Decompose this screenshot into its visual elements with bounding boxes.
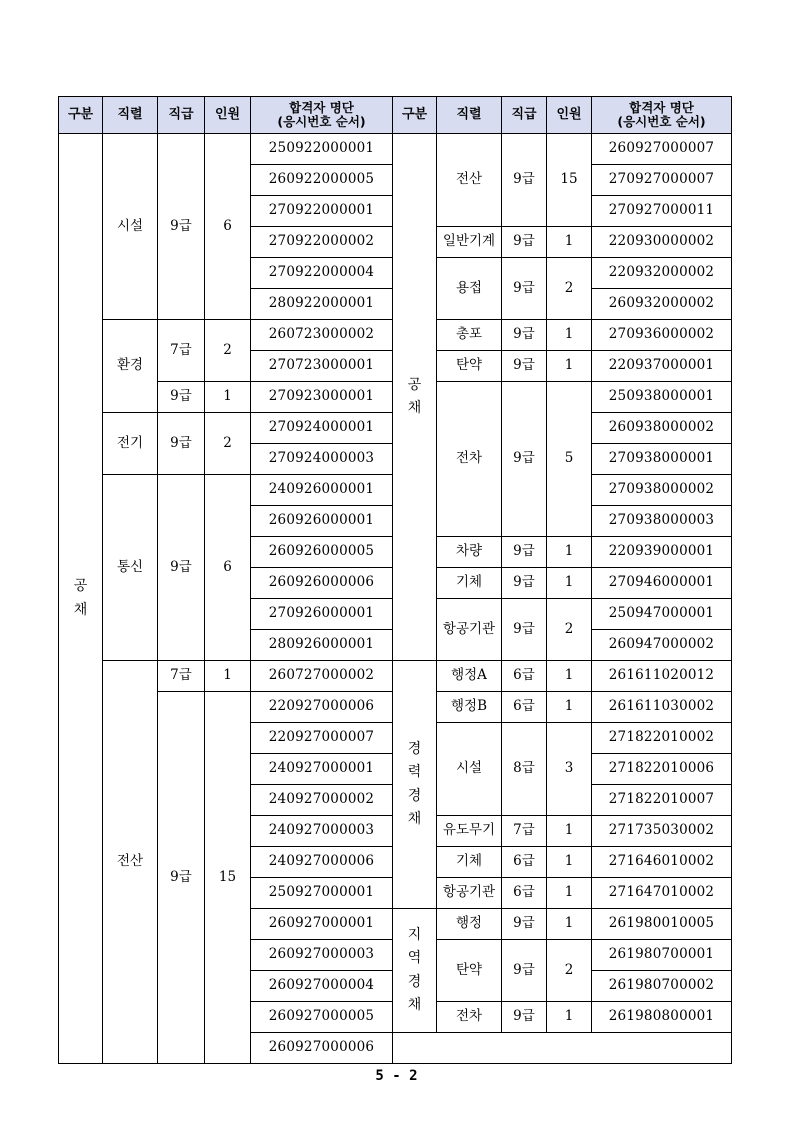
- series-cell: 행정B: [437, 692, 502, 723]
- grade-cell: 7급: [502, 816, 547, 847]
- applicant-id: 260727000002: [251, 661, 393, 692]
- applicant-id: 260927000005: [251, 1002, 393, 1033]
- count-cell: 1: [205, 382, 251, 413]
- applicant-id: 240927000001: [251, 754, 393, 785]
- applicant-id: 250947000001: [592, 599, 732, 630]
- count-cell: 1: [547, 692, 592, 723]
- applicant-id: 270927000007: [592, 165, 732, 196]
- applicant-id: 261611030002: [592, 692, 732, 723]
- applicant-id: 260927000001: [251, 909, 393, 940]
- grade-cell: 9급: [158, 413, 205, 475]
- results-table: [58, 96, 732, 1064]
- applicant-id: 270938000002: [592, 475, 732, 506]
- grade-cell: 9급: [502, 568, 547, 599]
- applicant-id: 260927000006: [251, 1033, 393, 1064]
- count-cell: 3: [547, 723, 592, 816]
- empty-cell: [393, 1033, 732, 1064]
- applicant-id: 240926000001: [251, 475, 393, 506]
- applicant-id: 261980800001: [592, 1002, 732, 1033]
- grade-cell: 7급: [158, 661, 205, 692]
- grade-cell: 8급: [502, 723, 547, 816]
- grade-cell: 9급: [502, 940, 547, 1002]
- applicant-id: 220937000001: [592, 351, 732, 382]
- applicant-id: 260927000003: [251, 940, 393, 971]
- applicant-id: 270723000001: [251, 351, 393, 382]
- applicant-id: 261980010005: [592, 909, 732, 940]
- category-cell-right: 공채: [393, 134, 437, 661]
- applicant-id: 220932000002: [592, 258, 732, 289]
- category-cell-left: 공채: [59, 134, 103, 1064]
- applicant-id: 270926000001: [251, 599, 393, 630]
- applicant-id: 260927000004: [251, 971, 393, 1002]
- table-row: [59, 661, 732, 692]
- applicant-id: 270922000004: [251, 258, 393, 289]
- applicant-id: 280922000001: [251, 289, 393, 320]
- grade-cell: 9급: [502, 1002, 547, 1033]
- applicant-id: 250938000001: [592, 382, 732, 413]
- applicant-id: 271735030002: [592, 816, 732, 847]
- applicant-id: 261980700001: [592, 940, 732, 971]
- applicant-id: 270923000001: [251, 382, 393, 413]
- series-cell: 총포: [437, 320, 502, 351]
- applicant-id: 220927000007: [251, 723, 393, 754]
- applicant-id: 270924000001: [251, 413, 393, 444]
- applicant-id: 271822010002: [592, 723, 732, 754]
- series-cell: 전차: [437, 1002, 502, 1033]
- series-cell: 탄약: [437, 351, 502, 382]
- count-cell: 15: [547, 134, 592, 227]
- applicant-id: 270938000001: [592, 444, 732, 475]
- applicant-id: 271646010002: [592, 847, 732, 878]
- grade-cell: 6급: [502, 661, 547, 692]
- series-cell: 전차: [437, 382, 502, 537]
- col-header-grade-right: 직급: [502, 97, 547, 134]
- count-cell: 1: [547, 351, 592, 382]
- count-cell: 2: [547, 940, 592, 1002]
- series-cell: 통신: [103, 475, 158, 661]
- count-cell: 1: [547, 847, 592, 878]
- count-cell: 15: [205, 692, 251, 1064]
- applicant-id: 261980700002: [592, 971, 732, 1002]
- grade-cell: 6급: [502, 692, 547, 723]
- category-cell-regional: 지역경채: [393, 909, 437, 1033]
- series-cell: 전기: [103, 413, 158, 475]
- series-cell: 항공기관: [437, 878, 502, 909]
- applicant-id: 240927000002: [251, 785, 393, 816]
- series-cell: 유도무기: [437, 816, 502, 847]
- applicant-id: 270922000001: [251, 196, 393, 227]
- grade-cell: 9급: [502, 909, 547, 940]
- col-header-grade: 직급: [158, 97, 205, 134]
- series-cell: 일반기계: [437, 227, 502, 258]
- applicant-id: 250922000001: [251, 134, 393, 165]
- count-cell: 2: [205, 320, 251, 382]
- series-cell: 시설: [103, 134, 158, 320]
- series-cell: 항공기관: [437, 599, 502, 661]
- grade-cell: 9급: [502, 599, 547, 661]
- applicant-id: 220927000006: [251, 692, 393, 723]
- header-row: [59, 97, 732, 134]
- count-cell: 1: [547, 227, 592, 258]
- applicant-id: 270924000003: [251, 444, 393, 475]
- applicant-id: 261611020012: [592, 661, 732, 692]
- col-header-category: 구분: [59, 97, 103, 134]
- applicant-id: 260926000006: [251, 568, 393, 599]
- count-cell: 2: [547, 258, 592, 320]
- count-cell: 6: [205, 475, 251, 661]
- applicant-id: 270922000002: [251, 227, 393, 258]
- applicant-id: 250927000001: [251, 878, 393, 909]
- series-cell: 환경: [103, 320, 158, 413]
- page-number: 5 - 2: [375, 1068, 418, 1084]
- series-cell: 기체: [437, 847, 502, 878]
- series-cell: 탄약: [437, 940, 502, 1002]
- applicant-id: 260922000005: [251, 165, 393, 196]
- applicant-id: 270946000001: [592, 568, 732, 599]
- count-cell: 1: [547, 816, 592, 847]
- count-cell: 1: [547, 568, 592, 599]
- grade-cell: 9급: [502, 134, 547, 227]
- count-cell: 1: [205, 661, 251, 692]
- series-cell: 시설: [437, 723, 502, 816]
- category-cell-career: 경력경채: [393, 661, 437, 909]
- grade-cell: 9급: [502, 258, 547, 320]
- applicant-id: 271822010006: [592, 754, 732, 785]
- count-cell: 1: [547, 909, 592, 940]
- series-cell: 전산: [437, 134, 502, 227]
- series-cell: 용접: [437, 258, 502, 320]
- grade-cell: 9급: [502, 351, 547, 382]
- applicant-id: 260938000002: [592, 413, 732, 444]
- grade-cell: 9급: [158, 382, 205, 413]
- count-cell: 1: [547, 537, 592, 568]
- applicant-id: 270936000002: [592, 320, 732, 351]
- grade-cell: 9급: [158, 134, 205, 320]
- grade-cell: 9급: [502, 382, 547, 537]
- applicant-id: 270927000011: [592, 196, 732, 227]
- grade-cell: 6급: [502, 847, 547, 878]
- count-cell: 1: [547, 320, 592, 351]
- applicant-id: 270938000003: [592, 506, 732, 537]
- col-header-count-right: 인원: [547, 97, 592, 134]
- count-cell: 5: [547, 382, 592, 537]
- series-cell: 기체: [437, 568, 502, 599]
- count-cell: 1: [547, 661, 592, 692]
- series-cell: 전산: [103, 661, 158, 1064]
- col-header-list-right: 합격자 명단 (응시번호 순서): [592, 97, 732, 134]
- count-cell: 6: [205, 134, 251, 320]
- col-header-category-right: 구분: [393, 97, 437, 134]
- applicant-id: 260926000001: [251, 506, 393, 537]
- count-cell: 2: [547, 599, 592, 661]
- col-header-series-right: 직렬: [437, 97, 502, 134]
- applicant-id: 260947000002: [592, 630, 732, 661]
- count-cell: 1: [547, 1002, 592, 1033]
- applicant-id: 260723000002: [251, 320, 393, 351]
- applicant-id: 271822010007: [592, 785, 732, 816]
- col-header-count: 인원: [205, 97, 251, 134]
- col-header-series: 직렬: [103, 97, 158, 134]
- grade-cell: 6급: [502, 878, 547, 909]
- grade-cell: 9급: [502, 320, 547, 351]
- applicant-id: 240927000006: [251, 847, 393, 878]
- applicant-id: 240927000003: [251, 816, 393, 847]
- grade-cell: 9급: [158, 692, 205, 1064]
- count-cell: 1: [547, 878, 592, 909]
- applicant-id: 220939000001: [592, 537, 732, 568]
- col-header-list: 합격자 명단 (응시번호 순서): [251, 97, 393, 134]
- applicant-id: 260926000005: [251, 537, 393, 568]
- series-cell: 행정: [437, 909, 502, 940]
- count-cell: 2: [205, 413, 251, 475]
- grade-cell: 7급: [158, 320, 205, 382]
- grade-cell: 9급: [502, 227, 547, 258]
- series-cell: 행정A: [437, 661, 502, 692]
- applicant-id: 260927000007: [592, 134, 732, 165]
- grade-cell: 9급: [158, 475, 205, 661]
- applicant-id: 220930000002: [592, 227, 732, 258]
- series-cell: 차량: [437, 537, 502, 568]
- applicant-id: 280926000001: [251, 630, 393, 661]
- grade-cell: 9급: [502, 537, 547, 568]
- table-row: [59, 134, 732, 165]
- applicant-id: 271647010002: [592, 878, 732, 909]
- applicant-id: 260932000002: [592, 289, 732, 320]
